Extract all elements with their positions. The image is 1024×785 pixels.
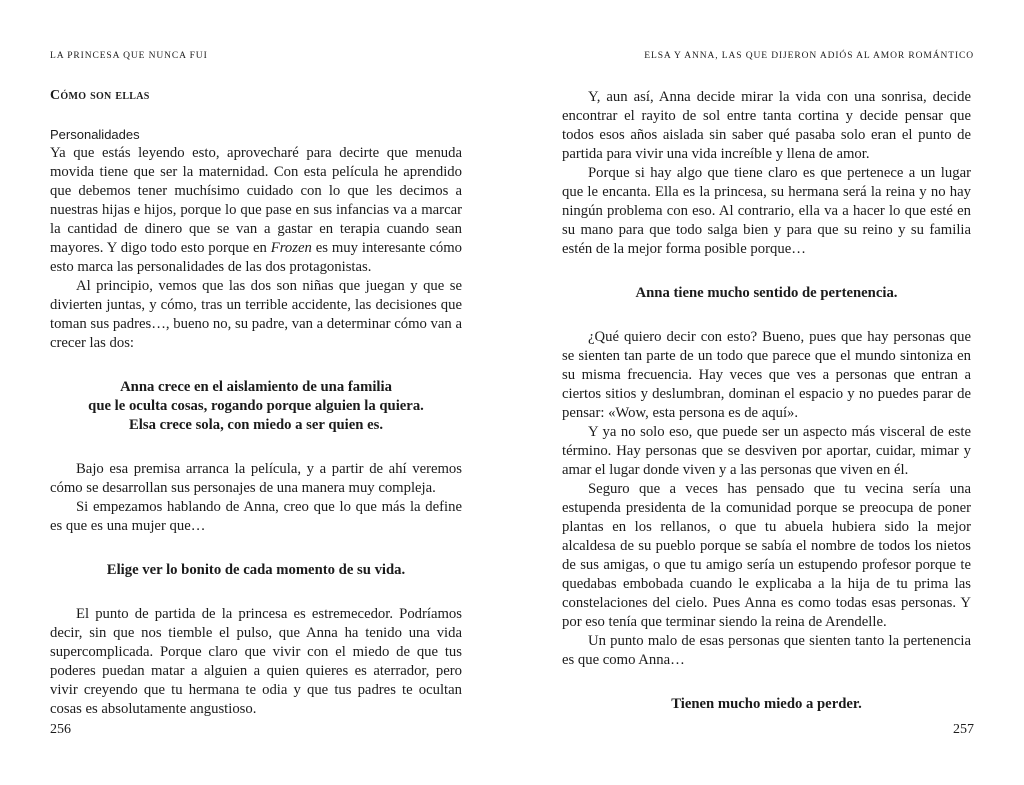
paragraph: Y, aun así, Anna decide mirar la vida con una sonrisa, decide encontrar el rayito de sol entre tanta cortina y decide pensar que todos esos años aislada sin saber qué pasaba solo eran el punto de partida para vivir una vida increíble y llena de amor. — [562, 89, 971, 162]
paragraph: Y ya no solo eso, que puede ser un aspecto más visceral de este término. Hay personas que se desviven por aportar, cuidar, mimar y amar el lugar donde viven y a las personas que viven en él. — [562, 424, 971, 478]
page-number: 256 — [50, 722, 71, 737]
highlight-quote: Anna tiene mucho sentido de pertenencia. — [635, 285, 898, 301]
highlight-quote-line: Elsa crece sola, con miedo a ser quien es. — [128, 417, 384, 433]
page-text — [562, 88, 971, 714]
page-number: 257 — [953, 722, 974, 737]
running-header: LA PRINCESA QUE NUNCA FUI — [50, 51, 208, 61]
paragraph: Al principio, vemos que las dos son niñas que juegan y que se divierten juntas, y cómo, tras un terrible accidente, las decisiones que toman sus padres…, bueno no, su padre, van a determinar cómo van a crecer las dos: — [50, 278, 462, 351]
paragraph: Seguro que a veces has pensado que tu vecina sería una estupenda presidenta de la comunidad porque se preocupa de poner plantas en los rellanos, o que tu abuela hubiera sido la mejor alcaldesa de su pueblo porque se sabía el nombre de todos los nietos de sus amigas, o que tu amigo sería un estupendo profesor porque te quedabas embobada cuando le explicaba a la hija de tu prima las constelaciones del cielo. Pues Anna es como todas esas personas. Y por eso tenía que terminar siendo la reina de Arendelle. — [562, 481, 971, 630]
paragraph: El punto de partida de la princesa es estremecedor. Podríamos decir, sin que nos tiemble el pulso, que Anna ha tenido una vida supercomplicada. Porque claro que vivir con el miedo de que tus poderes puedan matar a alguien a quien quieres es aterrador, pero vivir creyendo que tu hermana te odia y que tus padres te ocultan cosas es absolutamente angustioso. — [50, 606, 462, 717]
highlight-quote: Elige ver lo bonito de cada momento de su vida. — [106, 562, 406, 578]
paragraph: Ya que estás leyendo esto, aprovecharé para decirte que menuda movida tiene que ser la maternidad. Con esta película he aprendido que debemos tener muchísimo cuidado con lo que les decimos a nuestras hijas e hijos, porque lo que pase en sus infancias va a marcar la cantidad de dinero que se van a gastar en terapia cuando sean mayores. Y digo todo esto porque en Frozen es muy interesante cómo esto marca las personalidades de las dos protagonistas. — [50, 145, 462, 275]
highlight-quote: Tienen mucho miedo a perder. — [671, 696, 862, 712]
paragraph: Un punto malo de esas personas que sienten tanto la pertenencia es que como Anna… — [562, 633, 971, 668]
running-header: ELSA Y ANNA, LAS QUE DIJERON ADIÓS AL AMOR ROMÁNTICO — [644, 51, 974, 61]
film-title: Frozen — [270, 240, 312, 256]
page-text — [50, 88, 462, 719]
section-title: Cómo son ellas — [50, 88, 150, 103]
highlight-quote-line: que le oculta cosas, rogando porque alguien la quiera. — [88, 398, 424, 414]
right-page — [512, 0, 1024, 785]
paragraph: Bajo esa premisa arranca la película, y a partir de ahí veremos cómo se desarrollan sus personajes de una manera muy compleja. — [50, 461, 462, 496]
subsection-title: Personalidades — [50, 127, 140, 142]
highlight-quote-line: Anna crece en el aislamiento de una familia — [120, 379, 392, 395]
paragraph: ¿Qué quiero decir con esto? Bueno, pues que hay personas que se sienten tan parte de un todo que parece que el mundo sintoniza en su misma frecuencia. Hay veces que ves a personas que entran a ciertos sitios y deslumbran, dominan el espacio y no puedes parar de pensar: «Wow, esta persona es de aquí». — [562, 329, 971, 421]
paragraph: Si empezamos hablando de Anna, creo que lo que más la define es que es una mujer que… — [50, 499, 462, 534]
paragraph: Porque si hay algo que tiene claro es que pertenece a un lugar que le encanta. Ella es la princesa, su hermana será la reina y no hay ningún problema con eso. Al contrario, ella va a hacer lo que esté en su mano para que todo salga bien y para que su reino y su familia estén de la mejor forma posible porque… — [562, 165, 971, 257]
